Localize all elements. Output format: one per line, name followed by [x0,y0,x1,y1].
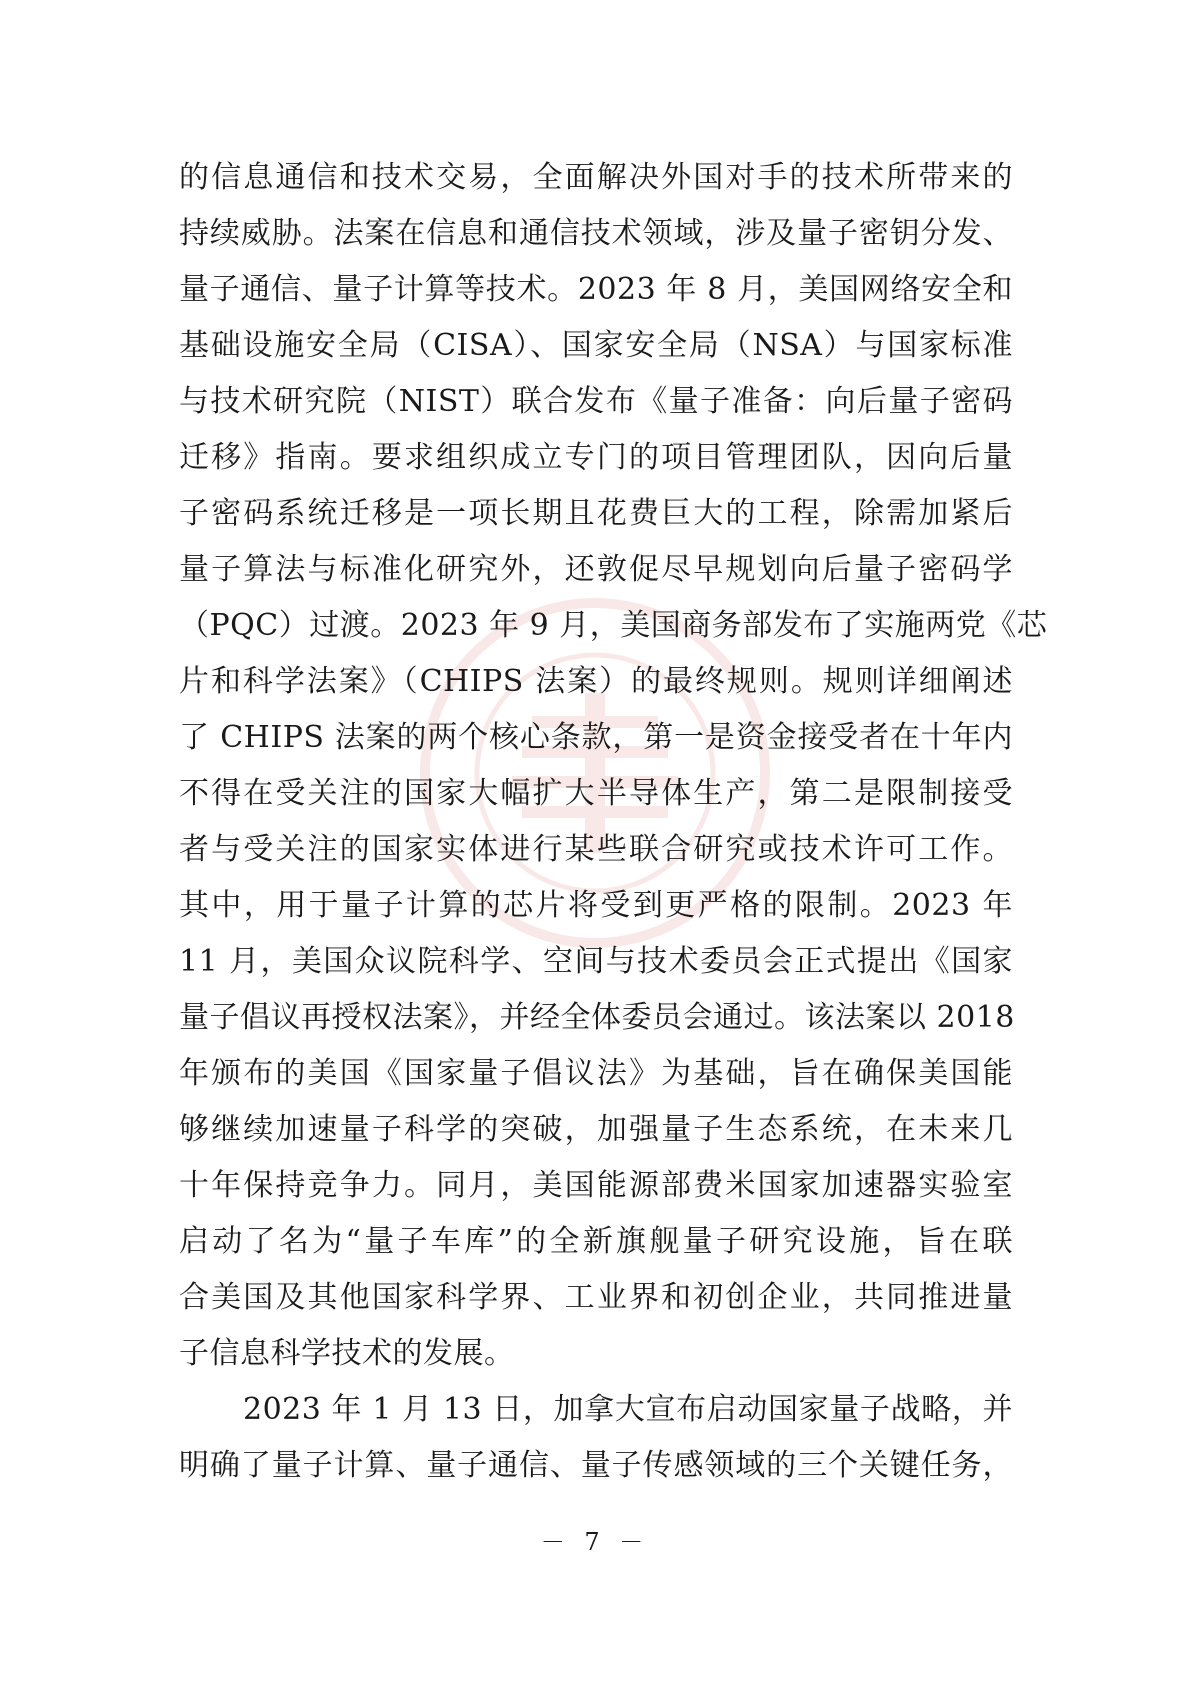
text-line: 者与受关注的国家实体进行某些联合研究或技术许可工作。 [179,832,1013,867]
text-line: 其中，用于量子计算的芯片将受到更严格的限制。2023 年 [179,888,1013,923]
text-line: 启动了名为“量子车库”的全新旗舰量子研究设施，旨在联 [179,1224,1013,1259]
text-line: 量子通信、量子计算等技术。2023 年 8 月，美国网络安全和 [179,272,1013,307]
text-line: 量子算法与标准化研究外，还敦促尽早规划向后量子密码学 [179,552,1013,587]
text-line: 年颁布的美国《国家量子倡议法》为基础，旨在确保美国能 [179,1056,1013,1091]
text-line: 了 CHIPS 法案的两个核心条款，第一是资金接受者在十年内 [179,720,1013,755]
text-line: 与技术研究院（NIST）联合发布《量子准备：向后量子密码 [179,384,1013,419]
page-number: － 7 － [540,1528,650,1556]
text-line: 够继续加速量子科学的突破，加强量子生态系统，在未来几 [179,1112,1013,1147]
text-line: 11 月，美国众议院科学、空间与技术委员会正式提出《国家 [179,944,1013,979]
text-line: 片和科学法案》（CHIPS 法案）的最终规则。规则详细阐述 [179,664,1013,699]
text-line: 十年保持竞争力。同月，美国能源部费米国家加速器实验室 [179,1168,1013,1203]
body-text [179,150,1048,1494]
text-line: 不得在受关注的国家大幅扩大半导体生产，第二是限制接受 [179,776,1013,811]
text-line: 明确了量子计算、量子通信、量子传感领域的三个关键任务， [179,1448,1013,1483]
text-line: （PQC）过渡。2023 年 9 月，美国商务部发布了实施两党《芯 [179,608,1048,643]
text-line: 合美国及其他国家科学界、工业界和初创企业，共同推进量 [179,1280,1013,1315]
paragraph-start-line: 2023 年 1 月 13 日，加拿大宣布启动国家量子战略，并 [243,1392,1013,1427]
text-line: 持续威胁。法案在信息和通信技术领域，涉及量子密钥分发、 [179,216,1013,251]
text-line: 基础设施安全局（CISA）、国家安全局（NSA）与国家标准 [179,328,1013,363]
text-line: 的信息通信和技术交易，全面解决外国对手的技术所带来的 [179,160,1013,195]
text-line: 迁移》指南。要求组织成立专门的项目管理团队，因向后量 [179,440,1013,475]
text-line: 子密码系统迁移是一项长期且花费巨大的工程，除需加紧后 [179,496,1013,531]
paragraph-end-line: 子信息科学技术的发展。 [179,1336,515,1371]
text-line: 量子倡议再授权法案》，并经全体委员会通过。该法案以 2018 [179,1000,1015,1035]
